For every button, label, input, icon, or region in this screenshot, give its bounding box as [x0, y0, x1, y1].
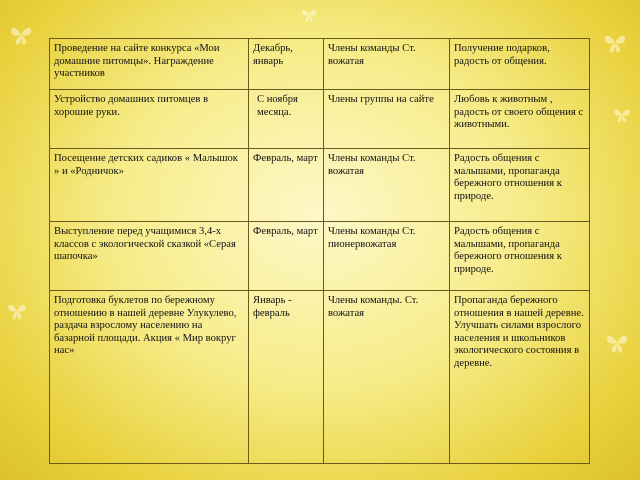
table-row: [50, 90, 590, 149]
butterfly-decoration: [8, 22, 34, 48]
table-row: [50, 149, 590, 222]
table-row: [50, 291, 590, 464]
participants-cell: Члены команды. Ст. вожатая: [324, 291, 450, 464]
event-cell: Выступление перед учащимися 3,4-х классов с экологической сказкой «Серая шапочка»: [50, 222, 249, 291]
date-cell: Февраль, март: [249, 149, 324, 222]
result-cell: Получение подарков, радость от общения.: [450, 39, 590, 90]
butterfly-decoration: [612, 105, 632, 125]
participants-cell: Члены команды Ст. пионервожатая: [324, 222, 450, 291]
event-cell: Устройство домашних питомцев в хорошие руки.: [50, 90, 249, 149]
butterfly-decoration: [602, 30, 628, 56]
event-cell: Проведение на сайте конкурса «Мои домашние питомцы». Награждение участников: [50, 39, 249, 90]
event-cell: Подготовка буклетов по бережному отношению в нашей деревне Улукулево, раздача взрослому населению на базарной площади. Акция « Мир вокруг нас»: [50, 291, 249, 464]
date-cell: Январь - февраль: [249, 291, 324, 464]
result-cell: Радость общения с малышами, пропаганда бережного отношения к природе.: [450, 222, 590, 291]
participants-cell: Члены группы на сайте: [324, 90, 450, 149]
date-cell: Февраль, март: [249, 222, 324, 291]
butterfly-decoration: [604, 330, 630, 356]
table-row: [50, 222, 590, 291]
result-cell: Любовь к животным , радость от своего общения с животными.: [450, 90, 590, 149]
event-cell: Посещение детских садиков « Малышок » и «Родничок»: [50, 149, 249, 222]
result-cell: Радость общения с малышами, пропаганда бережного отношения к природе.: [450, 149, 590, 222]
events-table: [49, 38, 590, 464]
date-cell: Декабрь, январь: [249, 39, 324, 90]
date-cell: С ноября месяца.: [249, 90, 324, 149]
butterfly-decoration: [300, 6, 318, 24]
butterfly-decoration: [6, 300, 28, 322]
participants-cell: Члены команды Ст. вожатая: [324, 149, 450, 222]
participants-cell: Члены команды Ст. вожатая: [324, 39, 450, 90]
table-row: [50, 39, 590, 90]
result-cell: Пропаганда бережного отношения в нашей деревне. Улучшать силами взрослого населения и школьников экологического состояния в деревне.: [450, 291, 590, 464]
